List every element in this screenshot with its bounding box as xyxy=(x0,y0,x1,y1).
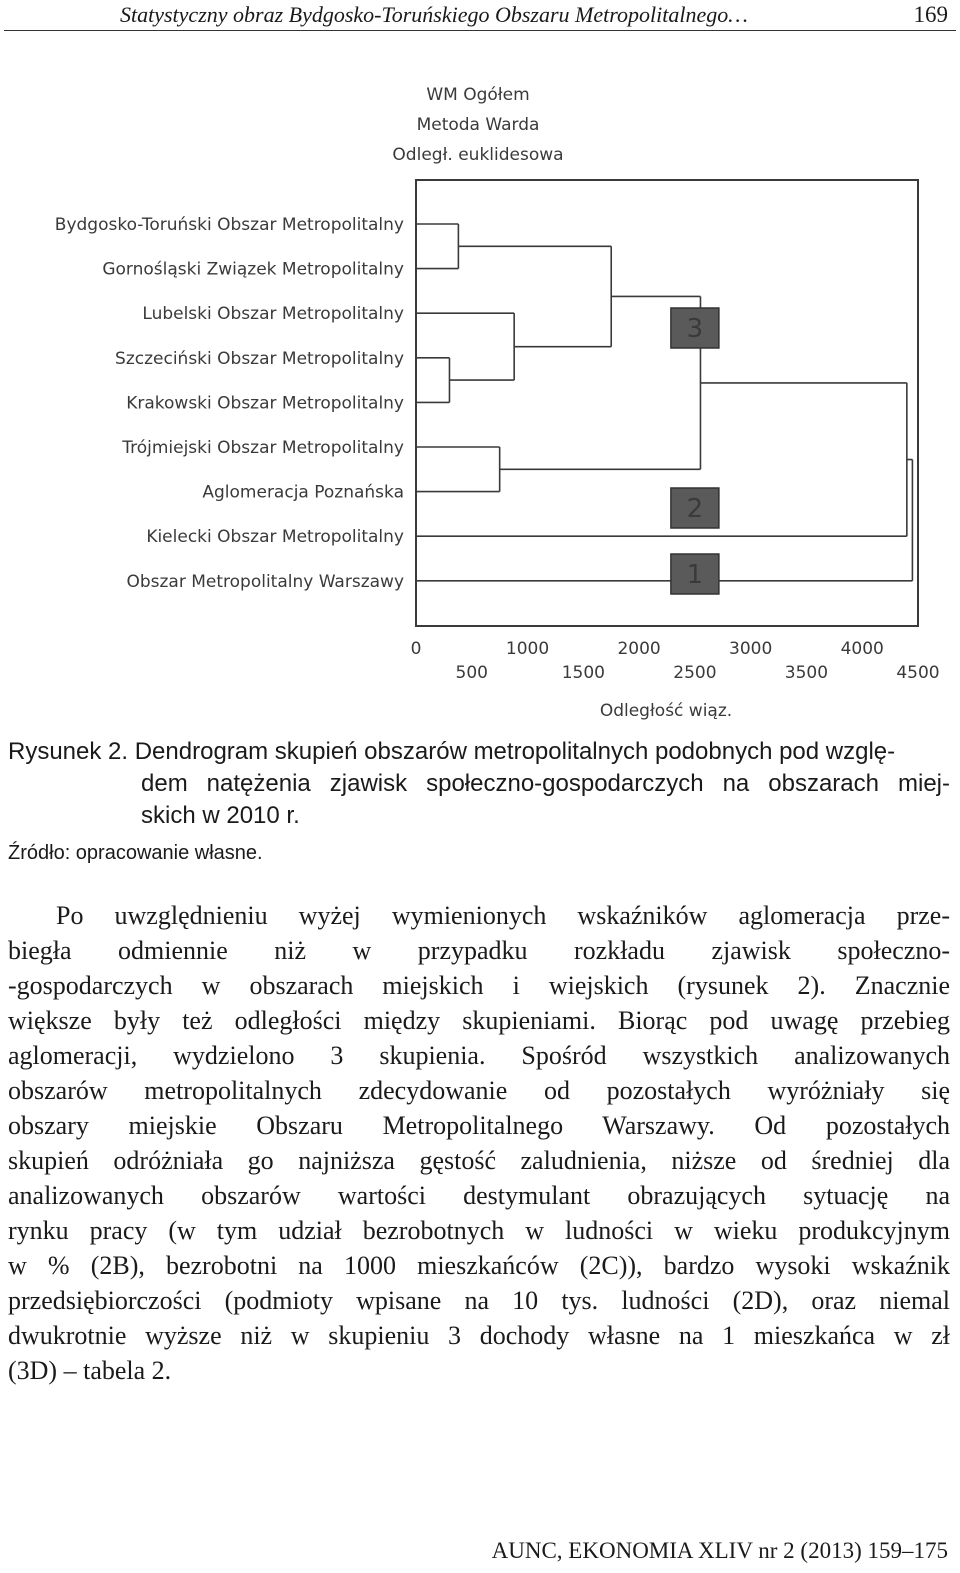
leaf-label: Lubelski Obszar Metropolitalny xyxy=(142,304,404,325)
x-tick-label: 4000 xyxy=(840,639,884,659)
paragraph-line: dwukrotnie wyższe niż w skupieniu 3 dochody własne na 1 mieszkańca w zł xyxy=(8,1321,950,1350)
page-number: 169 xyxy=(913,2,948,27)
cluster-marker-label: 2 xyxy=(686,494,704,524)
header-rule xyxy=(4,30,956,31)
leaf-label: Bydgosko-Toruński Obszar Metropolitalny xyxy=(54,215,404,235)
running-title: Statystyczny obraz Bydgosko-Toruńskiego Obszaru Metropolitalnego… xyxy=(120,2,748,27)
cluster-marker-label: 3 xyxy=(686,314,704,344)
leaf-label: Szczeciński Obszar Metropolitalny xyxy=(115,348,404,369)
paragraph-line: w % (2B), bezrobotni na 1000 mieszkańców (2C)), bardzo wysoki wskaźnik xyxy=(8,1251,950,1280)
x-axis-label: Odległość wiąz. xyxy=(599,701,733,721)
figure-source: Źródło: opracowanie własne. xyxy=(8,842,263,864)
cluster-marker-label: 1 xyxy=(686,560,704,590)
x-tick-label: 2500 xyxy=(673,663,717,683)
x-tick-label: 1000 xyxy=(505,639,550,659)
x-tick-label: 500 xyxy=(455,663,489,683)
paragraph-line: (3D) – tabela 2. xyxy=(8,1356,172,1385)
x-tick-label: 0 xyxy=(410,639,422,659)
caption-line-3: skich w 2010 r. xyxy=(141,802,300,829)
leaf-label: Kielecki Obszar Metropolitalny xyxy=(146,527,404,548)
paragraph-line: obszary miejskie Obszaru Metropolitalnego Warszawy. Od pozostałych xyxy=(8,1111,950,1140)
leaf-label: Gornośląski Związek Metropolitalny xyxy=(102,259,404,280)
paragraph-line: rynku pracy (w tym udział bezrobotnych w ludności w wieku produkcyjnym xyxy=(8,1216,950,1245)
paragraph-line: obszarów metropolitalnych zdecydowanie od pozostałych wyróżniały się xyxy=(8,1076,950,1105)
caption-line-2: dem natężenia zjawisk społeczno-gospodarczych na obszarach miej- xyxy=(141,770,950,797)
paragraph-line: Po uwzględnieniu wyżej wymienionych wskaźników aglomeracja prze- xyxy=(56,901,950,930)
leaf-label: Aglomeracja Poznańska xyxy=(202,482,404,503)
caption-line-1: Rysunek 2. Dendrogram skupień obszarów metropolitalnych podobnych pod wzglę- xyxy=(8,738,896,765)
body-paragraph xyxy=(8,898,950,1388)
leaf-label: Trójmiejski Obszar Metropolitalny xyxy=(122,438,404,458)
paragraph-line: większe były też odległości między skupieniami. Biorąc pod uwagę przebieg xyxy=(8,1006,950,1035)
x-tick-label: 3500 xyxy=(784,663,829,683)
x-tick-label: 3000 xyxy=(729,639,773,659)
paragraph-line: skupień odróżniała go najniższa gęstość zaludnienia, niższe od średniej dla xyxy=(8,1146,950,1175)
dendrogram-figure xyxy=(0,70,960,730)
chart-title-line: Metoda Warda xyxy=(416,115,540,135)
chart-title-line: WM Ogółem xyxy=(426,85,530,105)
chart-title-line: Odległ. euklidesowa xyxy=(392,145,564,165)
journal-footer: AUNC, EKONOMIA XLIV nr 2 (2013) 159–175 xyxy=(491,1538,948,1563)
paragraph-line: aglomeracji, wydzielono 3 skupienia. Spośród wszystkich analizowanych xyxy=(8,1041,950,1070)
running-header xyxy=(0,0,960,34)
x-tick-label: 2000 xyxy=(617,639,661,659)
x-tick-label: 4500 xyxy=(896,663,940,683)
figure-caption xyxy=(8,736,950,832)
leaf-label: Obszar Metropolitalny Warszawy xyxy=(126,571,404,592)
paragraph-line: -gospodarczych w obszarach miejskich i wiejskich (rysunek 2). Znacznie xyxy=(8,971,950,1000)
paragraph-line: biegła odmiennie niż w przypadku rozkładu zjawisk społeczno- xyxy=(8,936,950,965)
dendrogram-chart xyxy=(0,70,960,730)
leaf-label: Krakowski Obszar Metropolitalny xyxy=(126,393,404,414)
x-tick-label: 1500 xyxy=(561,663,605,683)
paragraph-line: przedsiębiorczości (podmioty wpisane na 10 tys. ludności (2D), oraz niemal xyxy=(8,1286,950,1315)
paragraph-line: analizowanych obszarów wartości destymulant obrazujących sytuację na xyxy=(8,1181,950,1210)
